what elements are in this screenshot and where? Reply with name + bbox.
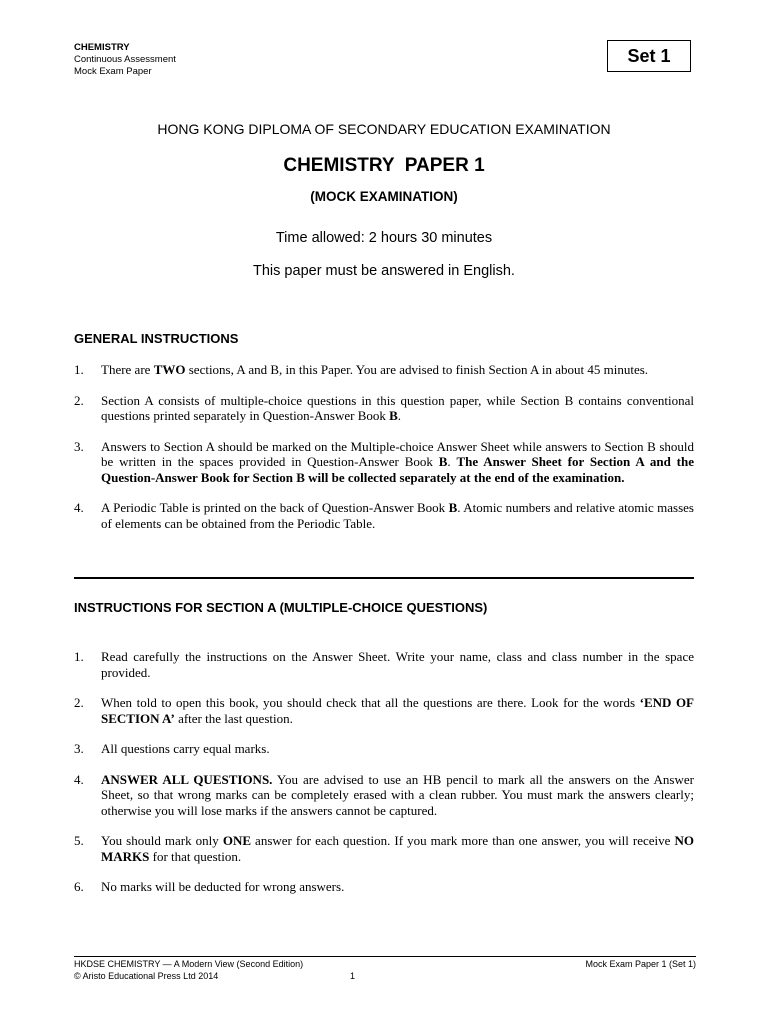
footer-paper-label: Mock Exam Paper 1 (Set 1) [585, 959, 696, 969]
item-number: 3. [74, 438, 84, 454]
item-bold-text: B [448, 500, 458, 515]
time-allowed: Time allowed: 2 hours 30 minutes [275, 230, 493, 246]
item-text: There are [101, 362, 154, 377]
item-number: 4. [74, 771, 84, 787]
item-text: answer for each question. If you mark more than one answer, you will receive [251, 833, 675, 848]
item-bold-text: The Answer Sheet for Section A and the Question-Answer Book for Section B will be collected separately at the end of the examination. [101, 454, 695, 485]
footer-credits [74, 958, 303, 982]
item-text: No marks will be deducted for wrong answers. [101, 879, 345, 894]
list-item [74, 833, 694, 864]
list-item [74, 695, 694, 726]
item-text: . [397, 408, 402, 423]
item-number: 4. [74, 500, 84, 515]
item-number: 6. [74, 879, 84, 894]
item-text: . [447, 454, 457, 469]
list-item [74, 393, 694, 424]
list-item [74, 772, 694, 819]
item-text: sections, A and B, in this Paper. You are advised to finish Section A in about 45 minutes. [185, 362, 649, 377]
item-text: A Periodic Table is printed on the back of Question-Answer Book [101, 500, 449, 515]
item-bold-text: ONE [222, 833, 251, 848]
item-number: 2. [74, 392, 84, 408]
set-label-box: Set 1 [607, 40, 691, 72]
item-text: Read carefully the instructions on the Answer Sheet. Write your name, class and class number in the space provided. [101, 649, 694, 680]
header-info [74, 42, 176, 78]
language-note: This paper must be answered in English. [253, 263, 515, 279]
item-text: for that question. [149, 848, 242, 864]
footer-rule [74, 956, 696, 957]
item-number: 3. [74, 741, 84, 756]
item-text: Answers to Section A should be marked on the Multiple-choice Answer Sheet while answers to Section B should be written in the spaces provided in Question-Answer Book [101, 438, 694, 469]
item-bold-text: TWO [153, 362, 186, 377]
item-text: You should mark only [101, 833, 223, 848]
item-bold-text: ANSWER ALL QUESTIONS. [101, 771, 273, 787]
section-a-instructions-heading: INSTRUCTIONS FOR SECTION A (MULTIPLE-CHOICE QUESTIONS) [74, 600, 488, 615]
item-number: 2. [74, 695, 84, 710]
item-text: after the last question. [174, 710, 293, 726]
item-bold-text: ‘END OF SECTION A’ [101, 695, 694, 726]
footer-copyright: © Aristo Educational Press Ltd 2014 [74, 971, 219, 981]
item-text: You are advised to use an HB pencil to mark all the answers on the Answer Sheet, so that wrong marks can be completely erased with a clean rubber. You must mark the answers clearly; otherwise you will lose marks if the answers cannot be captured. [101, 771, 694, 818]
page-number: 1 [350, 971, 356, 981]
footer-book-title: HKDSE CHEMISTRY — A Modern View (Second Edition) [74, 959, 304, 969]
list-item [74, 439, 694, 486]
list-item [74, 879, 694, 895]
list-item [74, 649, 694, 680]
list-item [74, 362, 694, 378]
list-item [74, 500, 694, 531]
item-text: Section A consists of multiple-choice questions in this question paper, while Section B contains conventional questions printed separately in Question-Answer Book [101, 392, 694, 423]
list-item [74, 741, 694, 757]
exam-name: HONG KONG DIPLOMA OF SECONDARY EDUCATION EXAMINATION [157, 121, 611, 137]
item-bold-text: NO MARKS [101, 833, 694, 864]
item-number: 5. [74, 833, 84, 848]
header-line-3: Mock Exam Paper [74, 66, 152, 77]
header-line-2: Continuous Assessment [74, 54, 176, 65]
section-divider [74, 577, 694, 579]
item-text: . Atomic numbers and relative atomic masses of elements can be obtained from the Periodic Table. [101, 500, 694, 531]
item-text: When told to open this book, you should check that all the questions are there. Look for the words [101, 695, 640, 710]
general-instructions-list [74, 362, 694, 546]
section-a-instructions-list [74, 649, 694, 910]
item-bold-text: B [438, 454, 448, 469]
paper-title: CHEMISTRY PAPER 1 [283, 155, 485, 176]
item-text: All questions carry equal marks. [101, 741, 270, 756]
paper-subtitle: (MOCK EXAMINATION) [310, 189, 458, 204]
item-bold-text: B [389, 408, 398, 423]
header-subject: CHEMISTRY [74, 42, 130, 53]
item-number: 1. [74, 362, 84, 377]
general-instructions-heading: GENERAL INSTRUCTIONS [74, 331, 239, 346]
item-number: 1. [74, 649, 84, 664]
